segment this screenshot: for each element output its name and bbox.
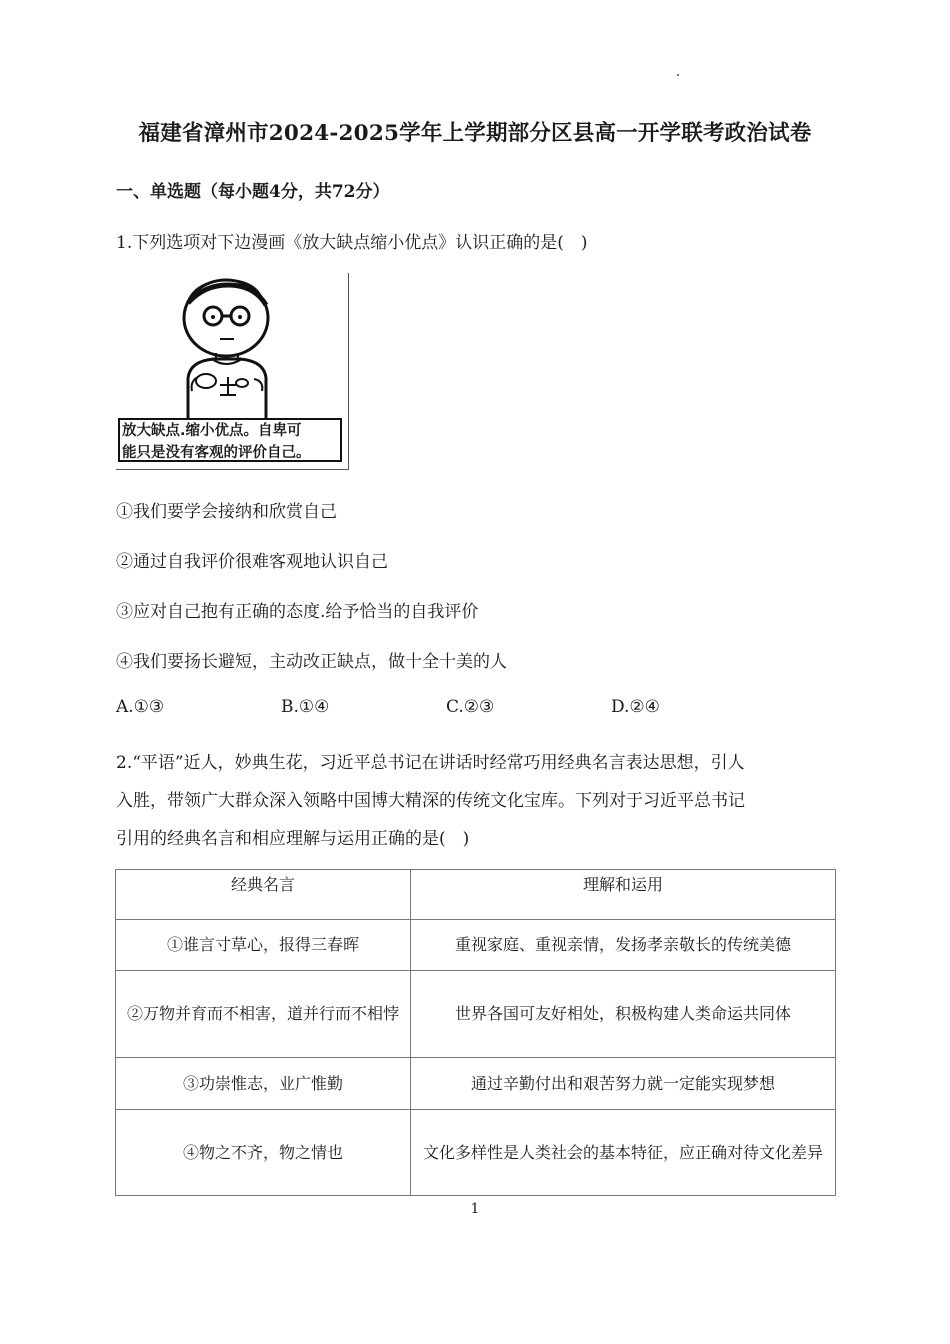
- cartoon-caption: [118, 418, 342, 462]
- exam-title: 福建省漳州市2024-2025学年上学期部分区县高一开学联考政治试卷: [138, 121, 812, 146]
- page-number: 1: [470, 1201, 480, 1217]
- table-cell-meaning: 重视家庭、重视亲情，发扬孝亲敬长的传统美德: [411, 920, 836, 971]
- table-cell-meaning: 通过辛勤付出和艰苦努力就一定能实现梦想: [411, 1058, 836, 1110]
- table-header-quote: 经典名言: [116, 870, 411, 920]
- statement-3: ③应对自己抱有正确的态度.给予恰当的自我评价: [116, 602, 479, 622]
- question-2-stem-line-3: 引用的经典名言和相应理解与运用正确的是( ): [116, 829, 470, 849]
- speck-mark: [677, 74, 679, 76]
- statement-4: ④我们要扬长避短，主动改正缺点，做十全十美的人: [116, 652, 507, 672]
- option-a: A.①③: [116, 697, 165, 717]
- table-cell-meaning: 世界各国可友好相处，积极构建人类命运共同体: [411, 971, 836, 1058]
- table-cell-quote: ①谁言寸草心，报得三春晖: [116, 920, 411, 971]
- question-1-stem: 1.下列选项对下边漫画《放大缺点缩小优点》认识正确的是( ): [116, 233, 588, 253]
- question-2-stem-line-1: 2.“平语”近人，妙典生花，习近平总书记在讲话时经常巧用经典名言表达思想，引人: [116, 753, 745, 773]
- table-cell-quote: ②万物并育而不相害，道并行而不相悖: [116, 971, 411, 1058]
- table-cell-quote: ③功崇惟志，业广惟勤: [116, 1058, 411, 1110]
- option-c: C.②③: [446, 697, 495, 717]
- table-header-meaning: 理解和运用: [411, 870, 836, 920]
- cartoon-image: [116, 273, 349, 470]
- statement-2: ②通过自我评价很难客观地认识自己: [116, 552, 388, 572]
- table-cell-meaning: 文化多样性是人类社会的基本特征，应正确对待文化差异: [411, 1110, 836, 1196]
- table-row: [116, 1110, 836, 1196]
- table-row: [116, 971, 836, 1058]
- table-cell-quote: ④物之不齐，物之情也: [116, 1110, 411, 1196]
- statement-1: ①我们要学会接纳和欣赏自己: [116, 502, 337, 522]
- option-d: D.②④: [611, 697, 660, 717]
- table-row: [116, 1058, 836, 1110]
- quotes-table: [115, 869, 836, 1196]
- cartoon-caption-line-1: 放大缺点.缩小优点。自卑可: [122, 423, 302, 439]
- question-2-stem-line-2: 入胜，带领广大群众深入领略中国博大精深的传统文化宝库。下列对于习近平总书记: [116, 791, 745, 811]
- cartoon-caption-line-2: 能只是没有客观的评价自己。: [122, 445, 311, 461]
- section-heading: 一、单选题（每小题4分，共72分）: [116, 182, 390, 202]
- option-b: B.①④: [281, 697, 330, 717]
- table-header-row: [116, 870, 836, 920]
- table-row: [116, 920, 836, 971]
